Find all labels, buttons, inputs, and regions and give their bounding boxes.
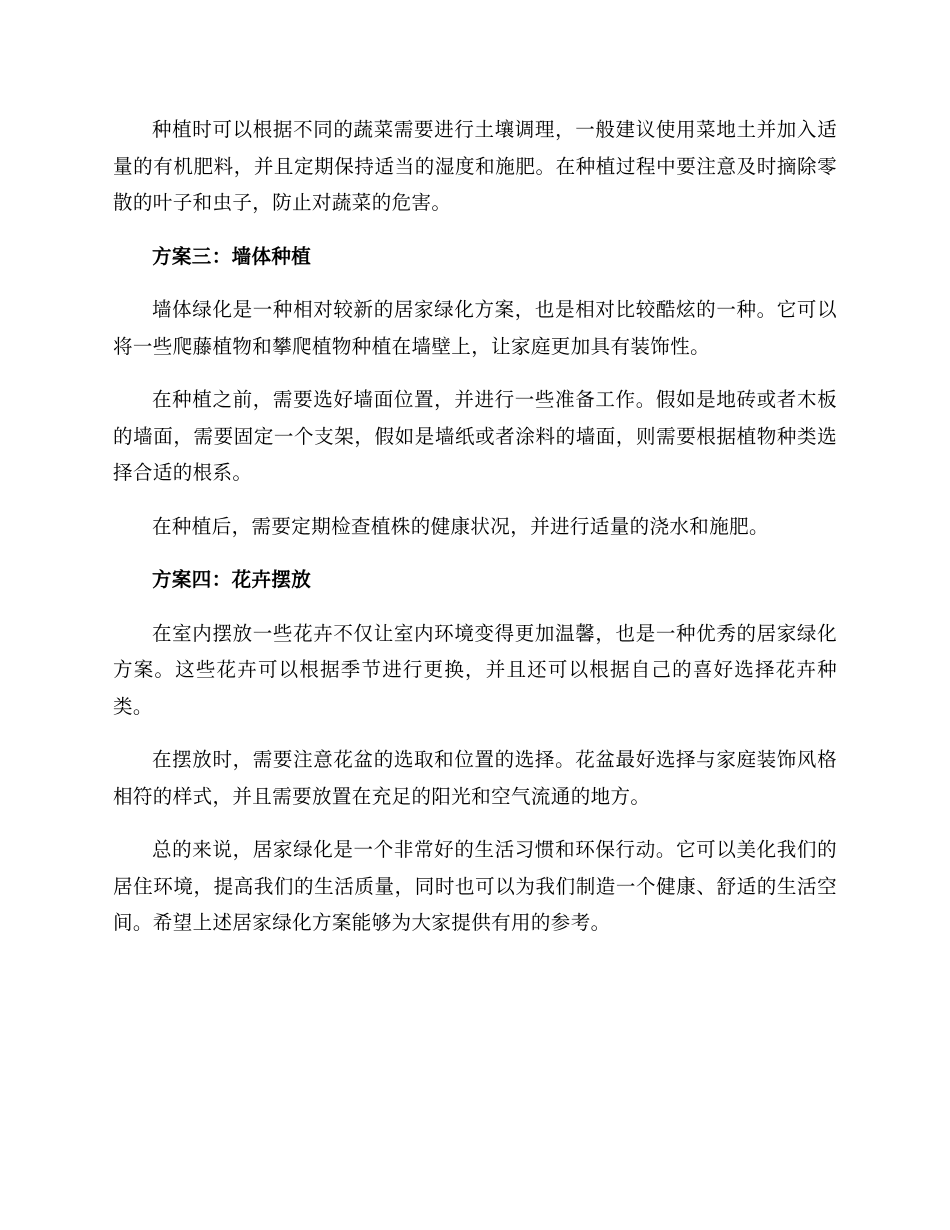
document-page	[113, 112, 837, 959]
section-heading-flower-display: 方案四：花卉摆放	[152, 568, 312, 591]
paragraph-flower-pot-placement: 在摆放时，需要注意花盆的选取和位置的选择。花盆最好选择与家庭装饰风格相符的样式，并且需要放置在充足的阳光和空气流通的地方。	[113, 748, 837, 808]
paragraph-wall-preparation: 在种植之前，需要选好墙面位置，并进行一些准备工作。假如是地砖或者木板的墙面，需要固定一个支架，假如是墙纸或者涂料的墙面，则需要根据植物种类选择合适的根系。	[113, 388, 837, 484]
paragraph-wall-maintenance: 在种植后，需要定期检查植株的健康状况，并进行适量的浇水和施肥。	[152, 514, 769, 538]
paragraph-wall-greening-intro: 墙体绿化是一种相对较新的居家绿化方案，也是相对比较酷炫的一种。它可以将一些爬藤植物和攀爬植物种植在墙壁上，让家庭更加具有装饰性。	[113, 298, 837, 358]
paragraph-soil-care: 种植时可以根据不同的蔬菜需要进行土壤调理，一般建议使用菜地土并加入适量的有机肥料，并且定期保持适当的湿度和施肥。在种植过程中要注意及时摘除零散的叶子和虫子，防止对蔬菜的危害。	[113, 118, 837, 214]
section-heading-wall-planting: 方案三：墙体种植	[152, 244, 312, 268]
paragraph-flower-intro: 在室内摆放一些花卉不仅让室内环境变得更加温馨，也是一种优秀的居家绿化方案。这些花卉可以根据季节进行更换，并且还可以根据自己的喜好选择花卉种类。	[113, 621, 837, 718]
paragraph-conclusion: 总的来说，居家绿化是一个非常好的生活习惯和环保行动。它可以美化我们的居住环境，提高我们的生活质量，同时也可以为我们制造一个健康、舒适的生活空间。希望上述居家绿化方案能够为大家提供有用的参考。	[113, 838, 837, 934]
